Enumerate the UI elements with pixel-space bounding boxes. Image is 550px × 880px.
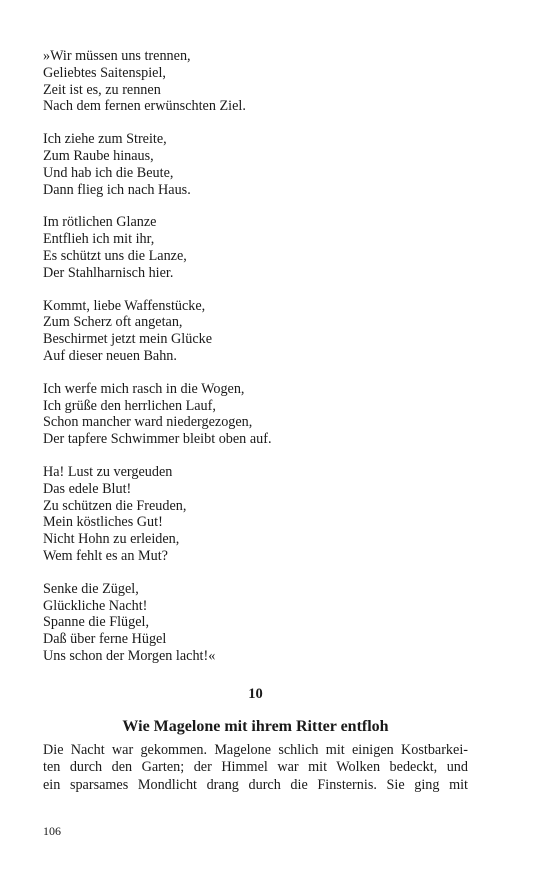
- poem-line: Glückliche Nacht!: [43, 597, 148, 614]
- book-page: [43, 48, 468, 794]
- poem-line: Im rötlichen Glanze: [43, 214, 157, 231]
- prose-line: ten durch den Garten; der Himmel war mit Wolken bedeckt, und: [43, 759, 468, 776]
- poem-line: Mein köstliches Gut!: [43, 514, 163, 531]
- poem-line: Daß über ferne Hügel: [43, 631, 167, 648]
- stanza-6: [43, 464, 468, 565]
- stanza-1: [43, 48, 468, 115]
- stanza-7: [43, 581, 468, 665]
- poem-line: Der Stahlharnisch hier.: [43, 264, 174, 281]
- poem-line: Zum Raube hinaus,: [43, 147, 154, 164]
- poem-line: Nicht Hohn zu erleiden,: [43, 531, 180, 548]
- poem-line: Ich werfe mich rasch in die Wogen,: [43, 380, 245, 397]
- poem-line: Dann flieg ich nach Haus.: [43, 181, 191, 198]
- stanza-3: [43, 214, 468, 281]
- poem-line: Es schützt uns die Lanze,: [43, 247, 187, 264]
- poem-line: Zum Scherz oft angetan,: [43, 314, 183, 331]
- poem-line: Zu schützen die Freuden,: [43, 497, 187, 514]
- poem-line: Das edele Blut!: [43, 480, 132, 497]
- chapter-title: Wie Magelone mit ihrem Ritter entfloh: [122, 717, 389, 735]
- stanza-2: [43, 131, 468, 198]
- poem-line: »Wir müssen uns trennen,: [43, 48, 191, 64]
- poem-line: Senke die Zügel,: [43, 580, 139, 597]
- poem: [43, 48, 468, 665]
- prose-line: Die Nacht war gekommen. Magelone schlich mit einigen Kostbarkei-: [43, 741, 468, 758]
- poem-line: Beschirmet jetzt mein Glücke: [43, 331, 213, 348]
- poem-line: Ich ziehe zum Streite,: [43, 131, 167, 148]
- poem-line: Geliebtes Saitenspiel,: [43, 64, 166, 81]
- poem-line: Auf dieser neuen Bahn.: [43, 347, 177, 364]
- poem-line: Ich grüße den herrlichen Lauf,: [43, 397, 216, 414]
- poem-line: Ha! Lust zu vergeuden: [43, 463, 173, 480]
- stanza-4: [43, 298, 468, 365]
- page-number: 106: [43, 824, 61, 838]
- poem-line: Der tapfere Schwimmer bleibt oben auf.: [43, 431, 272, 448]
- poem-line: Entflieh ich mit ihr,: [43, 231, 155, 248]
- poem-line: Wem fehlt es an Mut?: [43, 547, 168, 564]
- poem-line: Und hab ich die Beute,: [43, 164, 174, 181]
- poem-line: Zeit ist es, zu rennen: [43, 81, 161, 98]
- chapter-number: 10: [248, 685, 263, 702]
- poem-line: Uns schon der Morgen lacht!«: [43, 647, 216, 664]
- poem-line: Kommt, liebe Waffenstücke,: [43, 297, 206, 314]
- poem-line: Schon mancher ward niedergezogen,: [43, 414, 253, 431]
- chapter-text: [43, 742, 468, 795]
- stanza-5: [43, 381, 468, 448]
- poem-line: Spanne die Flügel,: [43, 614, 149, 631]
- poem-line: Nach dem fernen erwünschten Ziel.: [43, 98, 246, 115]
- prose-line: ein sparsames Mondlicht drang durch die Finsternis. Sie ging mit: [43, 776, 468, 793]
